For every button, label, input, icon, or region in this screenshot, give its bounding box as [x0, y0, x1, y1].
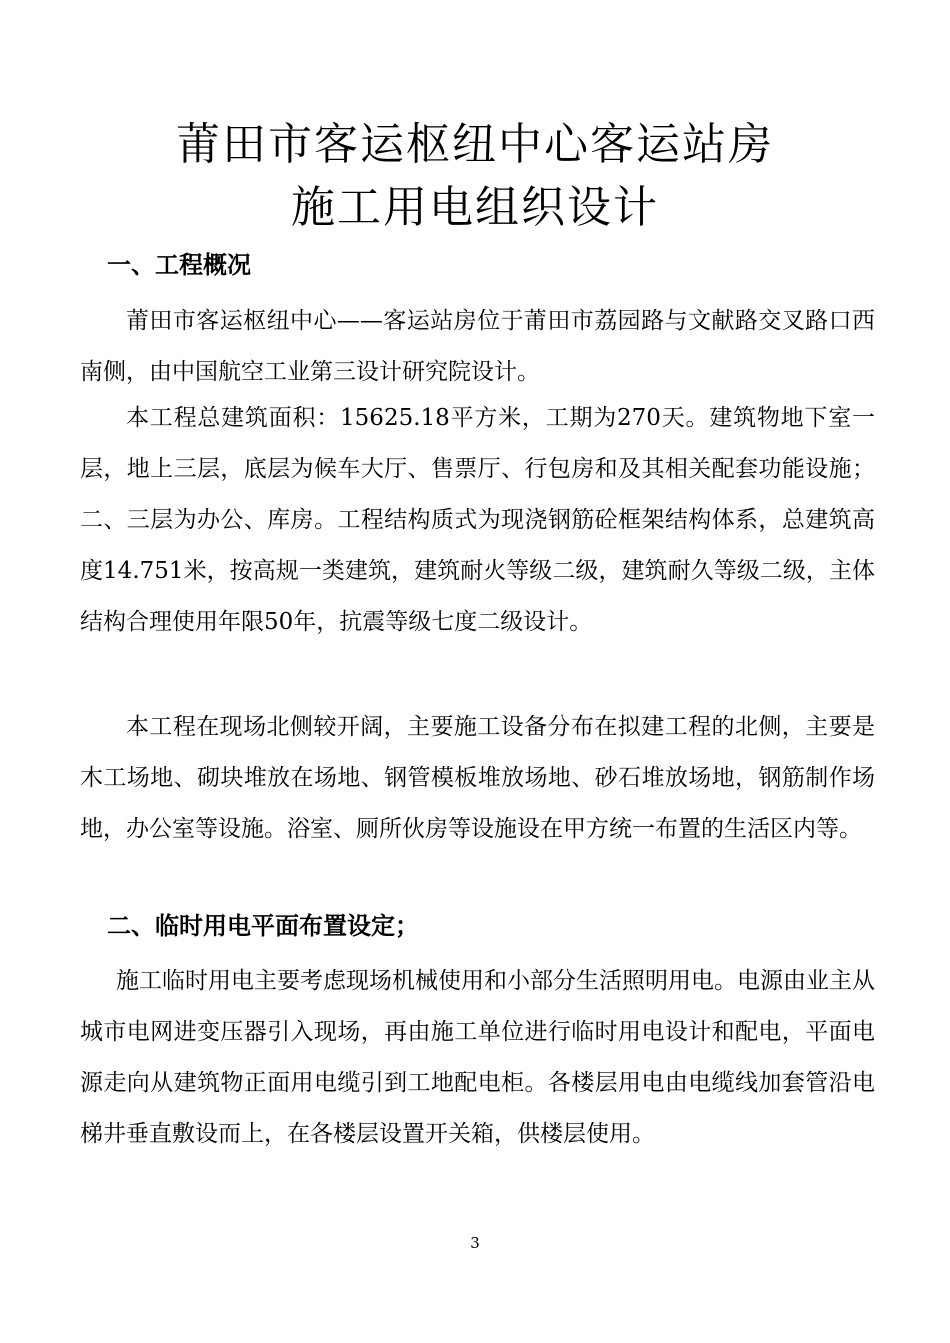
document-title-line-2: 施工用电组织设计: [291, 182, 659, 233]
page-number: 3: [470, 1234, 480, 1252]
section-heading-temporary-power-layout: 二、临时用电平面布置设定；: [107, 912, 419, 940]
paragraph-site-layout: 本工程在现场北侧较开阔，主要施工设备分布在拟建工程的北侧，主要是木工场地、砌块堆放在场地、钢管模板堆放场地、砂石堆放场地，钢筋制作场地，办公室等设施。浴室、厕所伙房等设施设在甲方统一布置的生活区内等。: [80, 714, 875, 842]
paragraph-location: 莆田市客运枢纽中心——客运站房位于莆田市荔园路与文献路交叉路口西南侧，由中国航空工业第三设计研究院设计。: [80, 308, 875, 385]
paragraph-building-details: 本工程总建筑面积：15625.18平方米，工期为270天。建筑物地下室一层，地上三层，底层为候车大厅、售票厅、行包房和及其相关配套功能设施；二、三层为办公、库房。工程结构质式为现浇钢筋砼框架结构体系，总建筑高度14.751米，按高规一类建筑，建筑耐火等级二级，建筑耐久等级二级，主体结构合理使用年限50年，抗震等级七度二级设计。: [80, 405, 875, 635]
paragraph-temporary-power: 施工临时用电主要考虑现场机械使用和小部分生活照明用电。电源由业主从城市电网进变压器引入现场，再由施工单位进行临时用电设计和配电，平面电源走向从建筑物正面用电缆引到工地配电柜。各楼层用电由电缆线加套管沿电梯井垂直敷设而上，在各楼层设置开关箱，供楼层使用。: [80, 968, 875, 1147]
section-heading-project-overview: 一、工程概况: [107, 251, 251, 279]
document-title-line-1: 莆田市客运枢纽中心客运站房: [176, 119, 774, 170]
